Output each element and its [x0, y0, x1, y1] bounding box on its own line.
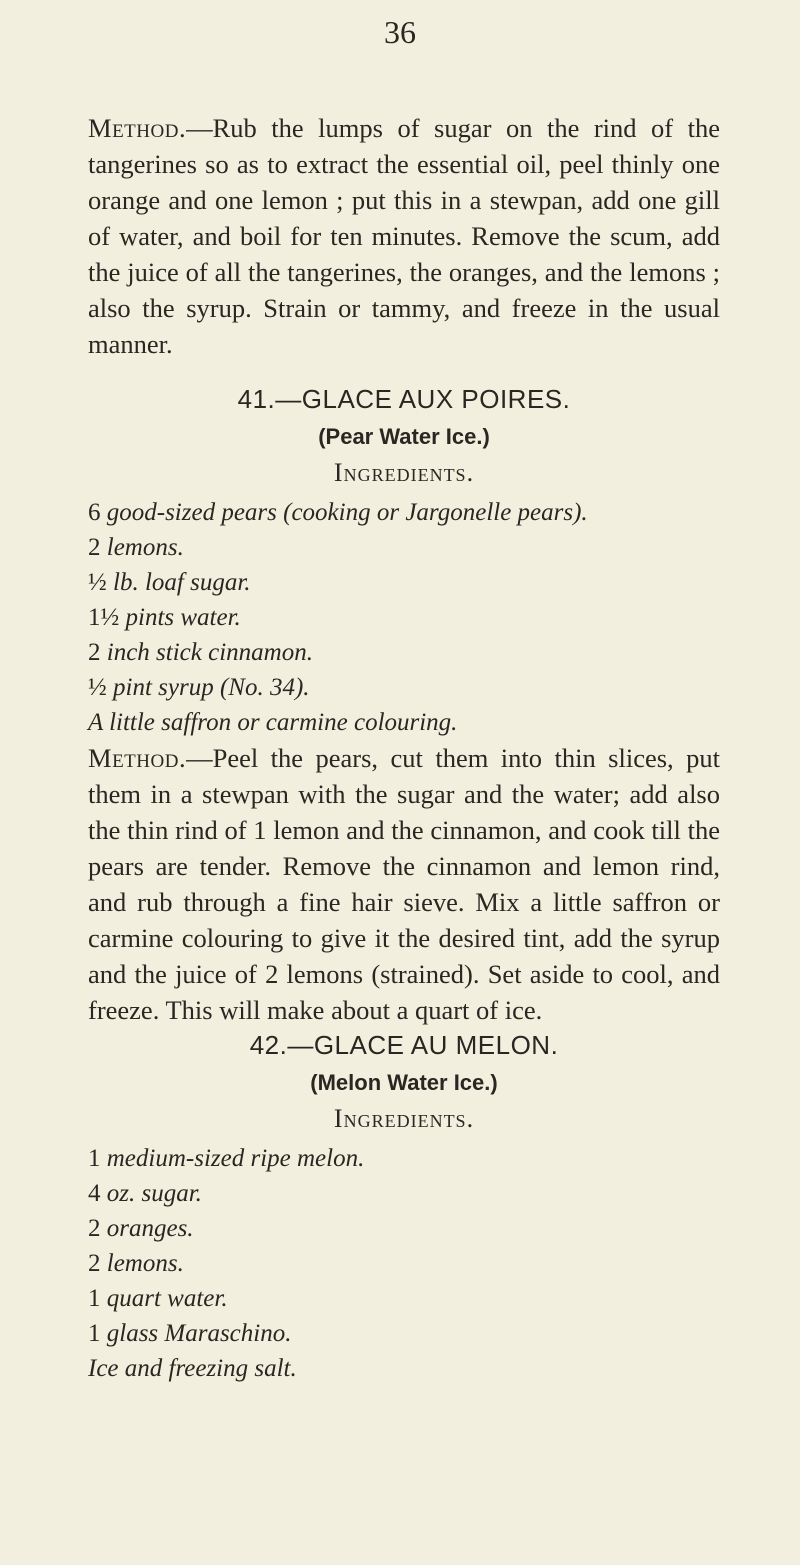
ingredient-item: A little saffron or carmine colouring.: [88, 709, 458, 736]
recipe-42-ingredient-list: [88, 1141, 720, 1386]
ingredient-item: ½ pint syrup (No. 34).: [88, 674, 310, 701]
ingredient-item: 2 lemons.: [88, 1250, 184, 1277]
recipe-42-title: 42.—GLACE AU MELON.: [249, 1030, 559, 1060]
recipe-41-subtitle: (Pear Water Ice.): [318, 424, 490, 449]
method-lead: Method.: [88, 113, 187, 143]
ingredient-item: 1½ pints water.: [88, 604, 241, 631]
ingredient-item: 1 medium-sized ripe melon.: [88, 1145, 365, 1172]
recipe-42-ingredients-heading: Ingredients.: [333, 1104, 475, 1133]
method-paragraph: [88, 110, 720, 362]
recipe-42-subtitle: (Melon Water Ice.): [310, 1070, 498, 1095]
ingredient-item: 2 oranges.: [88, 1215, 194, 1242]
ingredient-item: 6 good-sized pears (cooking or Jargonelle pears).: [88, 499, 588, 526]
recipe-41-ingredient-list: [88, 495, 720, 740]
page-number: 36: [384, 14, 416, 50]
method-text: —Peel the pears, cut them into thin slices, put them in a stewpan with the sugar and the water; add also the thin rind of 1 lemon and the cinnamon, and cook till the pears are tender. Remove the cinnamon and lemon rind, and rub through a fine hair sieve. Mix a little saffron or carmine colouring to give it the desired tint, add the syrup and the juice of 2 lemons (strained). Set aside to cool, and freeze. This will make about a quart of ice.: [88, 743, 720, 1025]
recipe-41-ingredients-heading: Ingredients.: [333, 458, 475, 487]
ingredient-item: 2 inch stick cinnamon.: [88, 639, 313, 666]
page-content: [88, 110, 720, 1386]
recipe-41-title: 41.—GLACE AUX POIRES.: [237, 384, 571, 414]
ingredient-item: 2 lemons.: [88, 534, 184, 561]
method-text: —Rub the lumps of sugar on the rind of the tangerines so as to extract the essential oil, peel thinly one orange and one lemon ; put this in a stewpan, add one gill of water, and boil for ten minutes. Remove the scum, add the juice of all the tangerines, the oranges, and the lemons ; also the syrup. Strain or tammy, and freeze in the usual manner.: [88, 113, 720, 359]
method-lead: Method.: [88, 743, 187, 773]
ingredient-item: 1 quart water.: [88, 1285, 228, 1312]
ingredient-item: Ice and freezing salt.: [88, 1355, 297, 1382]
ingredient-item: 4 oz. sugar.: [88, 1180, 202, 1207]
recipe-41-method: [88, 740, 720, 1028]
ingredient-item: 1 glass Maraschino.: [88, 1320, 292, 1347]
ingredient-item: ½ lb. loaf sugar.: [88, 569, 251, 596]
